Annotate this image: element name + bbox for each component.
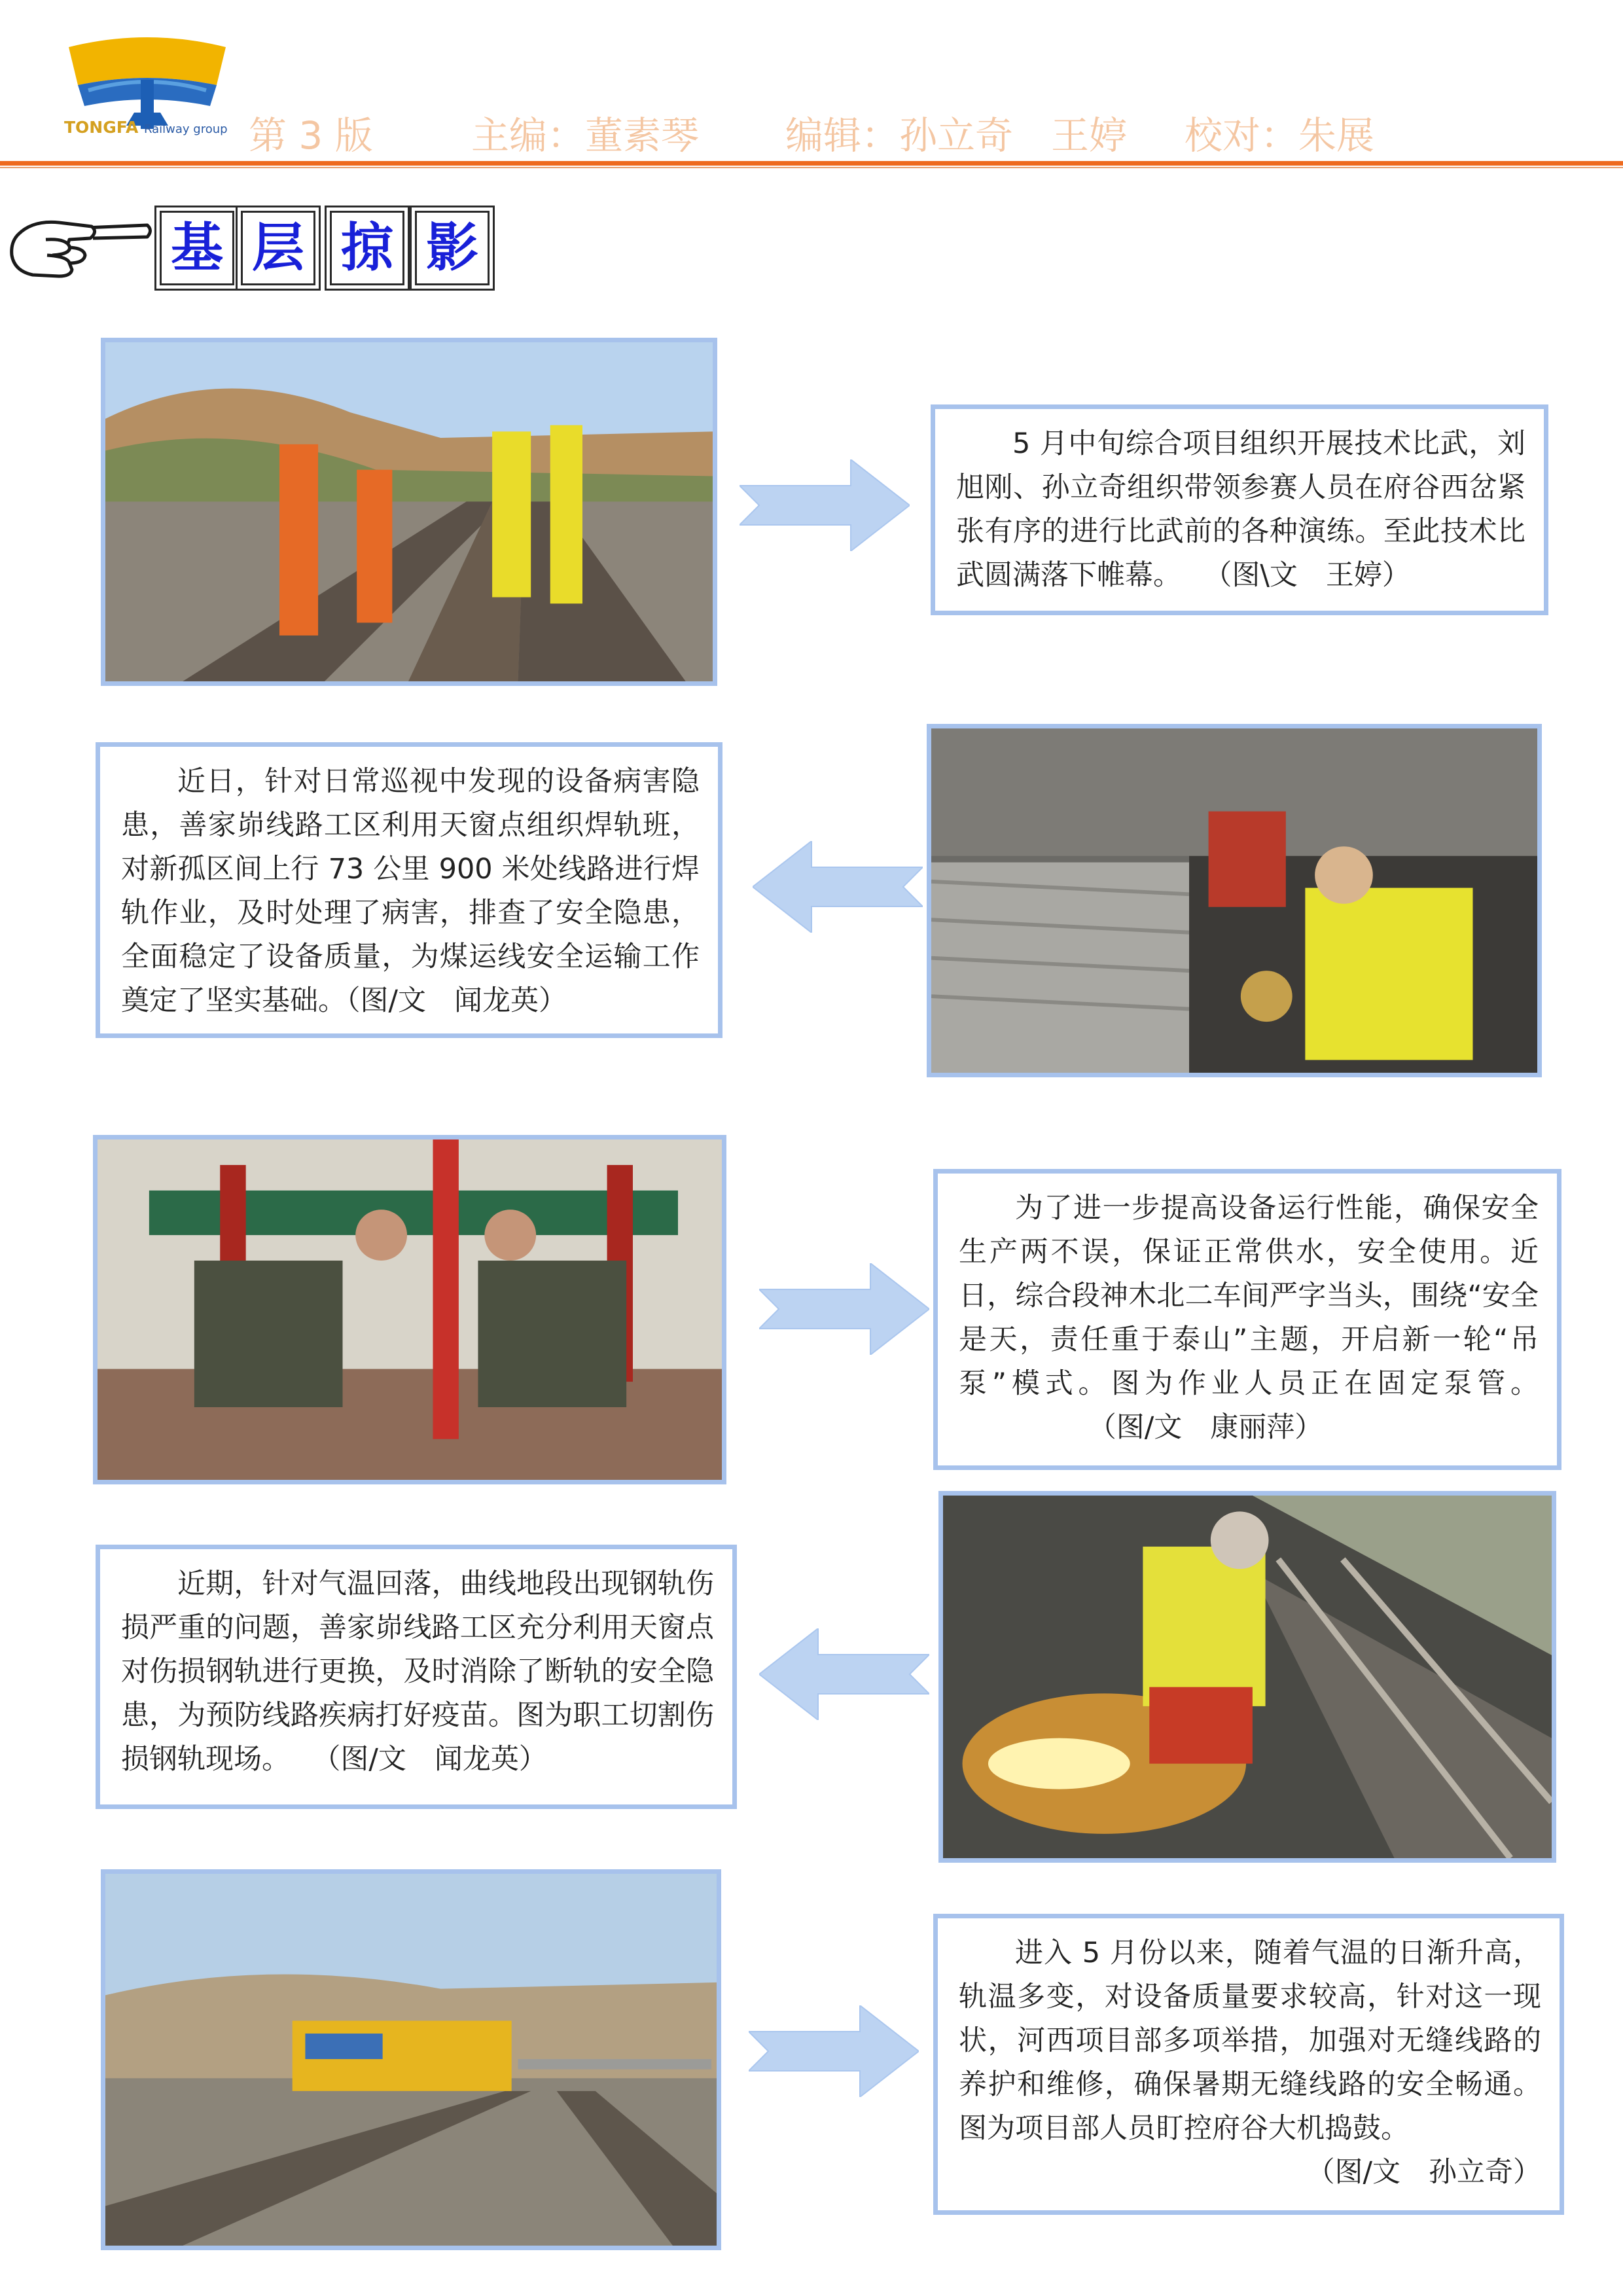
photo-tamping-machine xyxy=(101,1869,721,2250)
editors: 编辑：孙立奇 王婷 xyxy=(785,113,1128,158)
section-title-char-1: 基 xyxy=(154,206,240,291)
caption-text: 进入 5 月份以来，随着气温的日渐升高，轨温多变，对设备质量要求较高，针对这一现状，河西项目部多项举措，加强对无缝线路的养护和维修，确保暑期无缝线路的安全畅通。图为项目部人员盯控府谷大机捣鼓。 xyxy=(959,1937,1541,2145)
pointing-hand-icon xyxy=(7,208,154,280)
photo-rail-welding xyxy=(927,724,1542,1077)
photo-track-inspection xyxy=(101,338,717,686)
section-title-char-3: 掠 xyxy=(325,206,410,291)
section-title-char-4: 影 xyxy=(410,206,495,291)
caption-credit: （图/文 闻龙英） xyxy=(346,984,567,1017)
proofreader: 校对：朱展 xyxy=(1185,113,1375,158)
photo-pump-fixing xyxy=(93,1135,726,1484)
logo-text-sub: Railway group xyxy=(144,122,228,136)
arrow-right-icon xyxy=(740,459,910,551)
photo-rail-cutting xyxy=(938,1491,1556,1863)
caption-text: 近日，针对日常巡视中发现的设备病害隐患，善家峁线路工区利用天窗点组织焊轨班，对新孤区间上行 73 公里 900 米处线路进行焊轨作业，及时处理了病害，排查了安全隐患，全面稳定了设备质量，为煤运线安全运输工作奠定了坚实基础。（图/文 闻龙英） xyxy=(121,765,700,1017)
caption-box-1 xyxy=(931,404,1548,615)
arrow-right-icon xyxy=(749,2005,919,2097)
caption-box-4 xyxy=(96,1545,737,1809)
edition-label: 第 3 版 xyxy=(249,113,373,158)
header-rule-thin xyxy=(0,167,1623,168)
logo-text-main: TONGFA xyxy=(64,118,139,137)
caption-credit: （图/文 孙立奇） xyxy=(1306,2156,1541,2189)
caption-credit: （图\文 王婷） xyxy=(1217,559,1410,592)
arrow-left-icon xyxy=(759,1628,929,1720)
caption-text: 5 月中旬综合项目组织开展技术比武，刘旭刚、孙立奇组织带领参赛人员在府谷西岔紧张有序的进行比武前的各种演练。至此技术比武圆满落下帷幕。 （图\文 王婷） xyxy=(956,427,1525,592)
caption-credit: （图/文 闻龙英） xyxy=(326,1743,547,1776)
section-title-char-2: 层 xyxy=(236,206,321,291)
arrow-left-icon xyxy=(753,841,923,933)
caption-box-3 xyxy=(933,1169,1561,1470)
caption-box-5 xyxy=(933,1914,1564,2215)
caption-text: 近期，针对气温回落，曲线地段出现钢轨伤损严重的问题，善家峁线路工区充分利用天窗点对伤损钢轨进行更换，及时消除了断轨的安全隐患，为预防线路疾病打好疫苗。图为职工切割伤损钢轨现场。 （图/文 闻龙英） xyxy=(121,1568,714,1776)
caption-box-2 xyxy=(96,742,722,1038)
caption-text: 为了进一步提高设备运行性能，确保安全生产两不误，保证正常供水，安全使用。近日，综合段神木北二车间严字当头，围绕“安全是天，责任重于泰山”主题，开启新一轮“吊泵”模式。图为作业人员正在固定泵管。（图/文 康丽萍） xyxy=(959,1192,1539,1444)
chief-editor: 主编：董素琴 xyxy=(471,113,700,158)
logo-wordmark xyxy=(64,118,228,137)
arrow-right-icon xyxy=(759,1263,929,1355)
caption-credit: （图/文 康丽萍） xyxy=(1088,1411,1323,1444)
header-rule xyxy=(0,161,1623,166)
